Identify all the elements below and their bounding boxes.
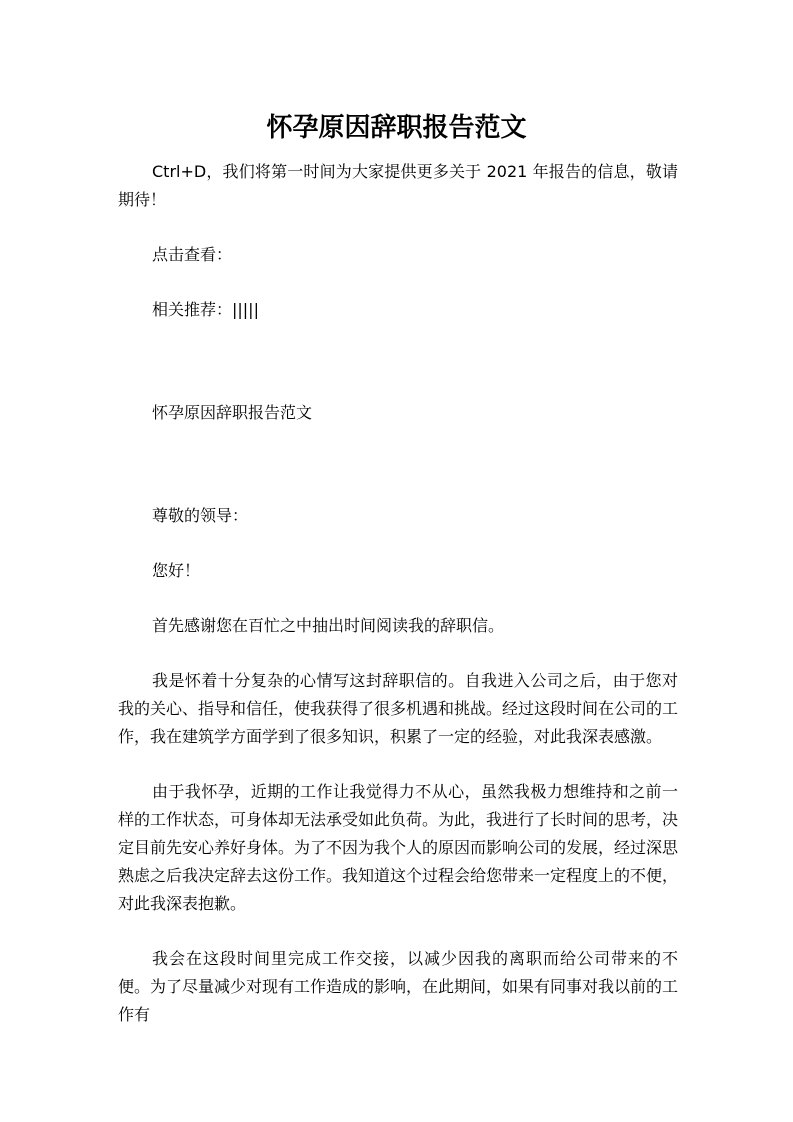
document-title: 怀孕原因辞职报告范文	[266, 113, 527, 143]
paragraph-body-3: 我会在这段时间里完成工作交接，以减少因我的离职而给公司带来的不便。为了尽量减少对现有工作造成的影响，在此期间，如果有同事对我以前的工作有	[118, 949, 679, 1024]
paragraph-click-view: 点击查看：	[152, 245, 233, 264]
paragraph-intro: Ctrl+D，我们将第一时间为大家提供更多关于 2021 年报告的信息，敬请期待！	[118, 162, 678, 209]
paragraph-related: 相关推荐：|||||	[152, 300, 259, 319]
paragraph-subtitle: 怀孕原因辞职报告范文	[152, 403, 313, 422]
paragraph-thanks: 首先感谢您在百忙之中抽出时间阅读我的辞职信。	[152, 616, 505, 635]
document-body	[118, 158, 678, 1029]
paragraph-body-1: 我是怀着十分复杂的心情写这封辞职信的。自我进入公司之后，由于您对我的关心、指导和信任，使我获得了很多机遇和挑战。经过这段时间在公司的工作，我在建筑学方面学到了很多知识，积累了一定的经验，对此我深表感激。	[118, 671, 679, 746]
paragraph-body-2: 由于我怀孕，近期的工作让我觉得力不从心，虽然我极力想维持和之前一样的工作状态，可身体却无法承受如此负荷。为此，我进行了长时间的思考，决定目前先安心养好身体。为了不因为我个人的原因而影响公司的发展，经过深思熟虑之后我决定辞去这份工作。我知道这个过程会给您带来一定程度上的不便，对此我深表抱歉。	[118, 782, 679, 913]
paragraph-greeting: 您好！	[152, 561, 201, 580]
paragraph-salutation: 尊敬的领导：	[152, 506, 249, 525]
